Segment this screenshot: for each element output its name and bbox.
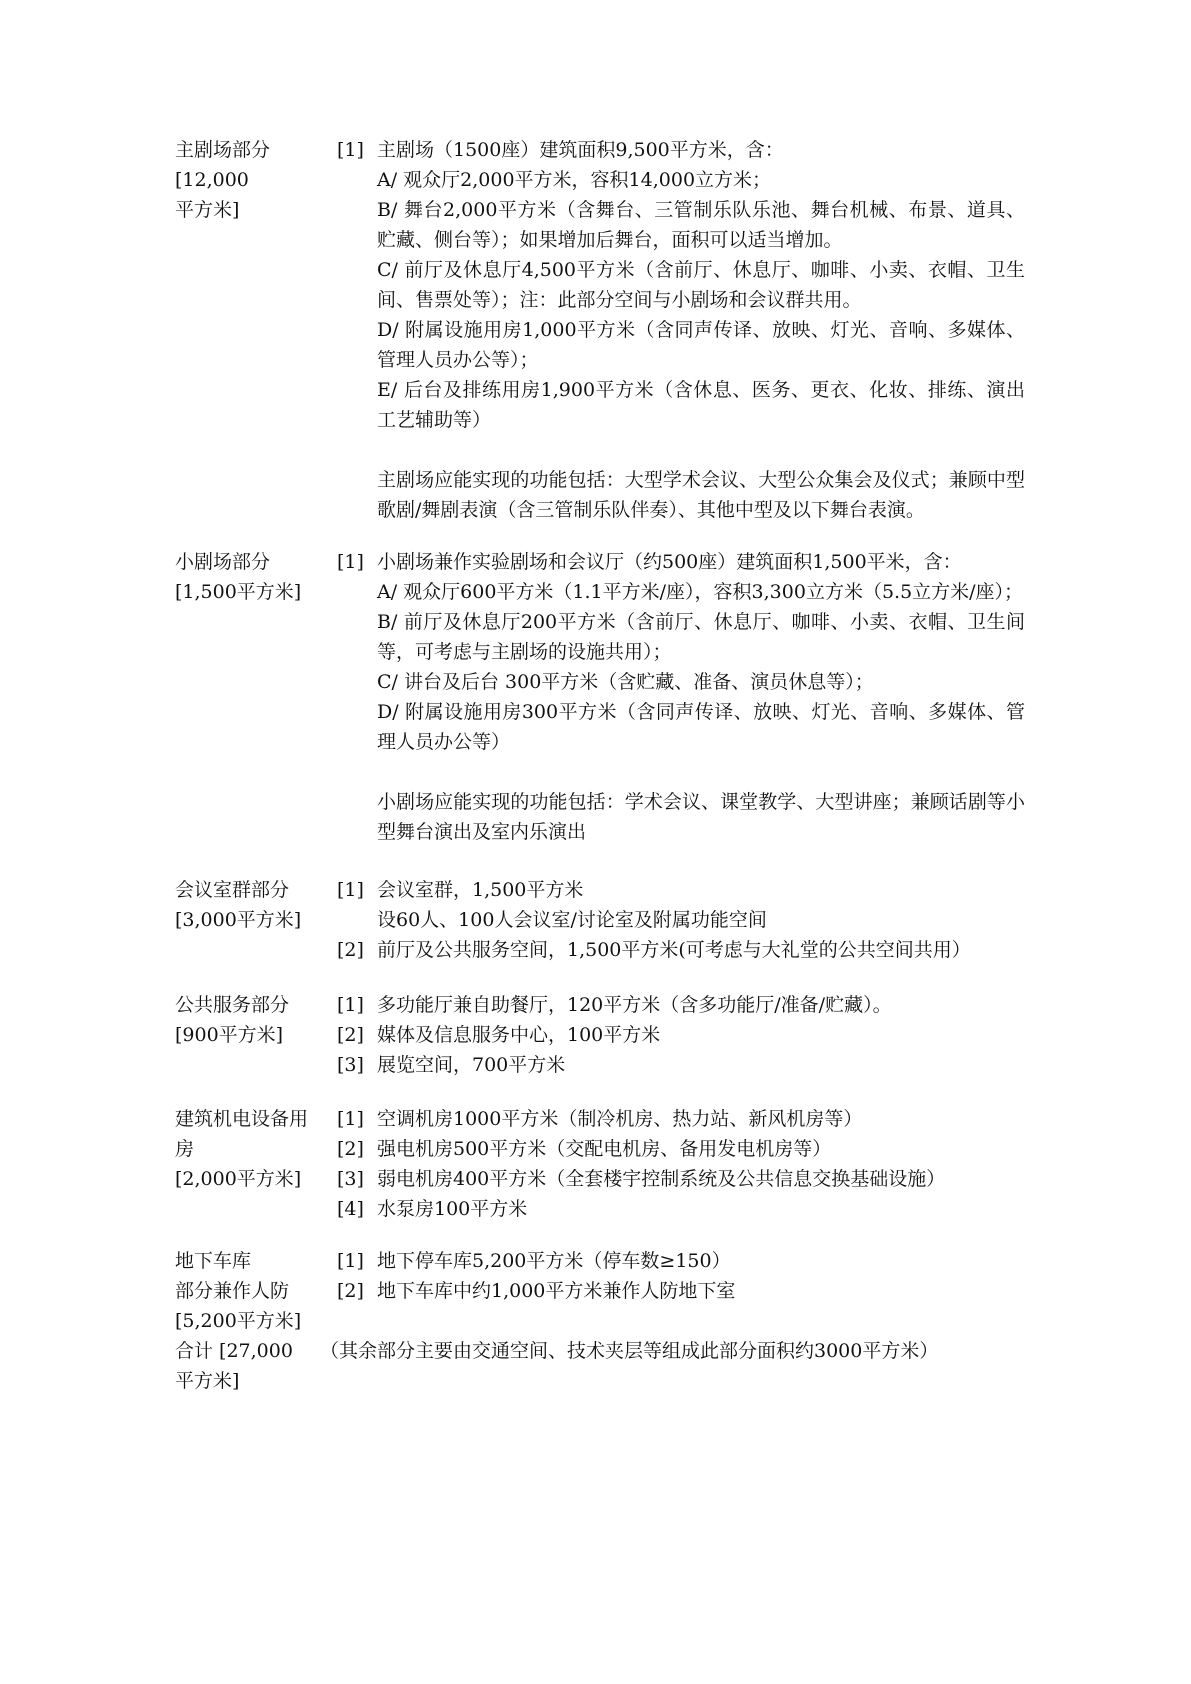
item-number: [2] bbox=[337, 1138, 364, 1160]
list-item bbox=[337, 547, 1025, 577]
section-label: 会议室群部分 [3,000平方米] bbox=[175, 879, 302, 931]
section-body bbox=[337, 875, 1025, 965]
list-item bbox=[337, 1276, 1025, 1306]
list-item bbox=[337, 1104, 1025, 1134]
list-item bbox=[337, 1194, 1025, 1224]
item-text: 主剧场（1500座）建筑面积9,500平方米，含： bbox=[377, 139, 784, 161]
list-item bbox=[337, 1050, 1025, 1080]
sub-item: E/ 后台及排练用房1,900平方米（含休息、医务、更衣、化妆、排练、演出工艺辅助等） bbox=[377, 379, 1025, 431]
item-number: [4] bbox=[337, 1198, 364, 1220]
item-text: 前厅及公共服务空间，1,500平方米(可考虑与大礼堂的公共空间共用） bbox=[377, 939, 971, 961]
section-mep-rooms bbox=[175, 1104, 1025, 1224]
item-text: 弱电机房400平方米（全套楼宇控制系统及公共信息交换基础设施） bbox=[377, 1168, 946, 1190]
sub-item: C/ 讲台及后台 300平方米（含贮藏、准备、演员休息等）； bbox=[377, 671, 874, 693]
sub-item: A/ 观众厅2,000平方米，容积14,000立方米； bbox=[377, 169, 772, 191]
list-item bbox=[337, 1134, 1025, 1164]
item-number: [2] bbox=[337, 1024, 364, 1046]
sub-item: A/ 观众厅600平方米（1.1平方米/座），容积3,300立方米（5.5立方米/座）； bbox=[377, 581, 1024, 603]
section-body bbox=[320, 1336, 1025, 1396]
section-label: 主剧场部分 [12,000 平方米] bbox=[175, 139, 271, 221]
section-summary: 主剧场应能实现的功能包括：大型学术会议、大型公众集会及仪式；兼顾中型歌剧/舞剧表演（含三管制乐队伴奏）、其他中型及以下舞台表演。 bbox=[377, 469, 1025, 521]
list-item bbox=[337, 935, 1025, 965]
item-text: 地下车库中约1,000平方米兼作人防地下室 bbox=[377, 1280, 736, 1302]
item-number: [1] bbox=[337, 994, 364, 1016]
item-text: 多功能厅兼自助餐厅，120平方米（含多功能厅/准备/贮藏）。 bbox=[377, 994, 892, 1016]
item-number: [2] bbox=[337, 939, 364, 961]
item-number: [3] bbox=[337, 1168, 364, 1190]
section-label: 小剧场部分 [1,500平方米] bbox=[175, 551, 302, 603]
section-body bbox=[337, 1104, 1025, 1224]
sub-item: D/ 附属设施用房300平方米（含同声传译、放映、灯光、音响、多媒体、管理人员办公等） bbox=[377, 701, 1025, 753]
list-item bbox=[337, 135, 1025, 165]
item-number: [2] bbox=[337, 1280, 364, 1302]
section-main-theater bbox=[175, 135, 1025, 525]
sub-item: B/ 舞台2,000平方米（含舞台、三管制乐队乐池、舞台机械、布景、道具、贮藏、侧台等）；如果增加后舞台，面积可以适当增加。 bbox=[377, 199, 1025, 251]
item-number: [1] bbox=[337, 139, 364, 161]
list-item bbox=[337, 990, 1025, 1020]
item-text: 空调机房1000平方米（制冷机房、热力站、新风机房等） bbox=[377, 1108, 863, 1130]
item-text: 水泵房100平方米 bbox=[377, 1198, 528, 1220]
total-note: （其余部分主要由交通空间、技术夹层等组成此部分面积约3000平方米） bbox=[320, 1340, 939, 1362]
list-item bbox=[337, 1020, 1025, 1050]
sub-item: C/ 前厅及休息厅4,500平方米（含前厅、休息厅、咖啡、小卖、衣帽、卫生间、售票处等）；注：此部分空间与小剧场和会议群共用。 bbox=[377, 259, 1025, 311]
sub-item: D/ 附属设施用房1,000平方米（含同声传译、放映、灯光、音响、多媒体、管理人员办公等）； bbox=[377, 319, 1025, 371]
item-text: 媒体及信息服务中心，100平方米 bbox=[377, 1024, 661, 1046]
sub-item: B/ 前厅及休息厅200平方米（含前厅、休息厅、咖啡、小卖、衣帽、卫生间等，可考虑与主剧场的设施共用）； bbox=[377, 611, 1025, 663]
item-number: [1] bbox=[337, 879, 364, 901]
section-body bbox=[337, 547, 1025, 847]
item-text: 强电机房500平方米（交配电机房、备用发电机房等） bbox=[377, 1138, 832, 1160]
item-number: [3] bbox=[337, 1054, 364, 1076]
section-label: 地下车库 部分兼作人防 [5,200平方米] bbox=[175, 1250, 302, 1332]
list-item bbox=[337, 875, 1025, 905]
item-text: 展览空间，700平方米 bbox=[377, 1054, 566, 1076]
section-label: 合计 [27,000 平方米] bbox=[175, 1340, 293, 1392]
section-body bbox=[337, 1246, 1025, 1336]
section-meeting-rooms bbox=[175, 875, 1025, 965]
item-number: [1] bbox=[337, 1108, 364, 1130]
list-item bbox=[337, 1164, 1025, 1194]
item-number: [1] bbox=[337, 551, 364, 573]
section-public-services bbox=[175, 990, 1025, 1080]
section-label: 公共服务部分 [900平方米] bbox=[175, 994, 290, 1046]
section-label: 建筑机电设备用房 [2,000平方米] bbox=[175, 1108, 309, 1190]
section-small-theater bbox=[175, 547, 1025, 847]
sub-item: 设60人、100人会议室/讨论室及附属功能空间 bbox=[377, 909, 767, 931]
list-item bbox=[337, 1246, 1025, 1276]
section-body bbox=[337, 135, 1025, 525]
item-number: [1] bbox=[337, 1250, 364, 1272]
item-text: 小剧场兼作实验剧场和会议厅（约500座）建筑面积1,500平米，含： bbox=[377, 551, 962, 573]
item-text: 会议室群，1,500平方米 bbox=[377, 879, 584, 901]
section-total bbox=[175, 1336, 1025, 1396]
section-underground-garage bbox=[175, 1246, 1025, 1336]
section-summary: 小剧场应能实现的功能包括：学术会议、课堂教学、大型讲座；兼顾话剧等小型舞台演出及室内乐演出 bbox=[377, 791, 1025, 843]
item-text: 地下停车库5,200平方米（停车数≥150） bbox=[377, 1250, 731, 1272]
section-body bbox=[337, 990, 1025, 1080]
